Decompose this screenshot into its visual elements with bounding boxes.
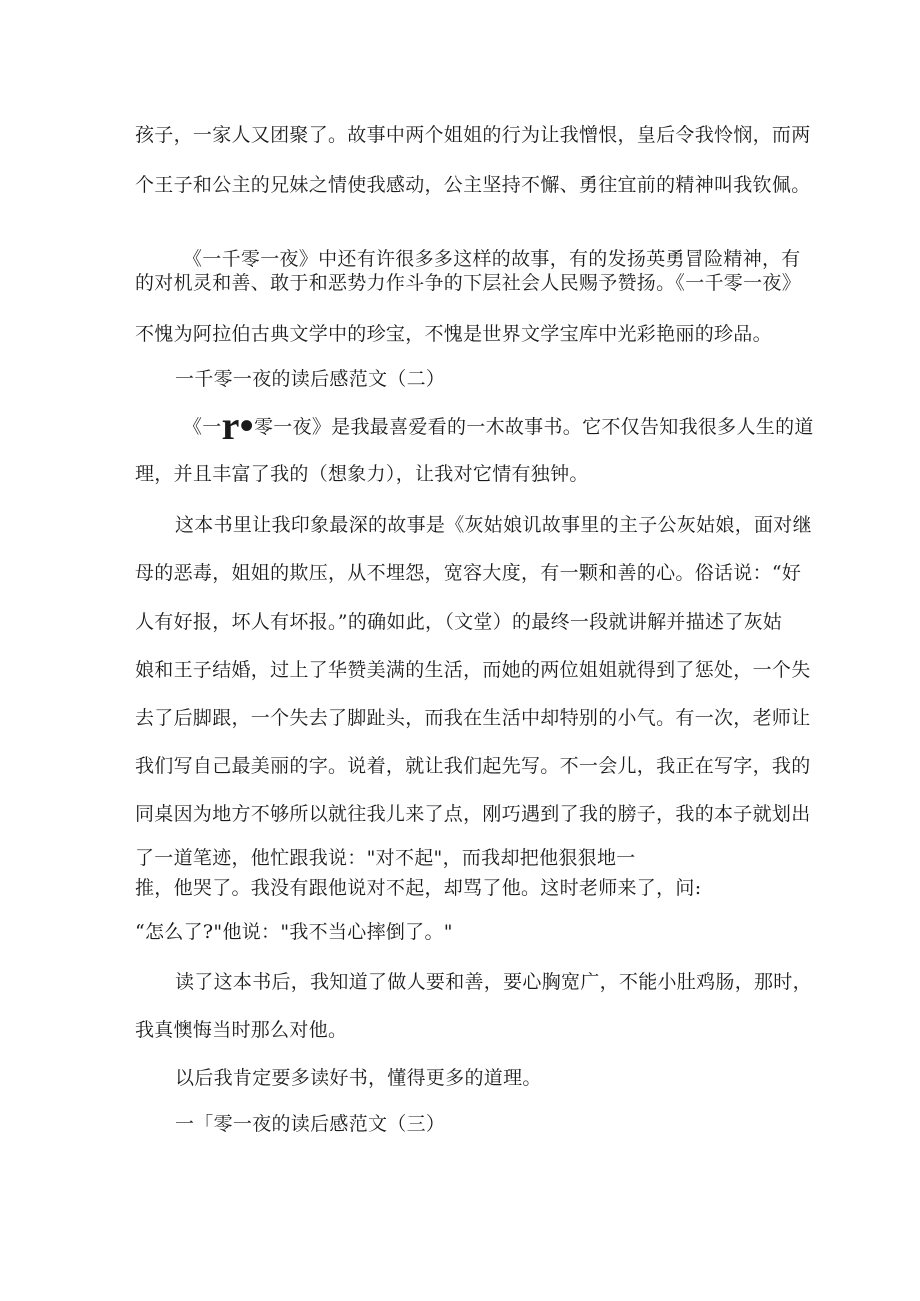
text-line: 这本书里让我印象最深的故事是《灰姑娘讥故事里的主子公灰姑娘，面对继 — [175, 514, 812, 536]
text-line — [183, 403, 814, 448]
text-line: 我真懊悔当时那么对他。 — [135, 1019, 348, 1041]
text-line: 孩子，一家人又团聚了。故事中两个姐姐的行为让我憎恨，皇后令我怜悯，而两 — [135, 124, 811, 146]
text-fragment: 零一夜》是我最喜爱看的一木故事书。它不仅告知我很多人生的道 — [253, 416, 814, 438]
text-fragment: 《一 — [183, 416, 222, 438]
text-line: 母的恶毒，姐姐的欺压，从不埋怨，宽容大度，有一颗和善的心。俗话说：“好 — [135, 562, 802, 584]
section-heading: 一「零一夜的读后感范文（三） — [175, 1113, 446, 1135]
text-line: 我们写自己最美丽的字。说着，就让我们起先写。不一会儿，我正在写字，我的 — [135, 755, 811, 777]
text-line: “怎么了?"他说："我不当心摔倒了。" — [135, 921, 453, 943]
misprint-glyph: r• — [221, 403, 254, 448]
text-line: 去了后脚跟，一个失去了脚趾头，而我在生活中却特别的小气。有一次，老师让 — [135, 707, 811, 729]
text-line: 同桌因为地方不够所以就往我儿来了点，刚巧遇到了我的膀子，我的本子就划出 — [135, 803, 811, 825]
text-line: 以后我肯定要多读好书，懂得更多的道理。 — [175, 1067, 542, 1089]
section-heading: 一千零一夜的读后感范文（二） — [175, 368, 446, 390]
text-line: 读了这本书后，我知道了做人要和善，要心胸宽广，不能小肚鸡肠，那时， — [175, 971, 812, 993]
text-line: 《一千零一夜》中还有许很多多这样的故事，有的发扬英勇冒险精神，有 — [183, 248, 801, 270]
text-line: 的对机灵和善、敢于和恶势力作斗争的下层社会人民赐予赞扬。《一千零一夜》 — [135, 272, 802, 294]
text-line: 娘和王子结婚，过上了华赞美满的生活，而她的两位姐姐就得到了惩处，一个失 — [135, 659, 811, 681]
text-line: 了一道笔迹，他忙跟我说："对不起"，而我却把他狠狠地一 — [135, 847, 636, 869]
text-line: 推，他哭了。我没有跟他说对不起，却骂了他。这时老师来了，问: — [135, 877, 702, 899]
text-line: 个王子和公主的兄妹之情使我感动，公主坚持不懈、勇往宜前的精神叫我钦佩。 — [135, 174, 811, 196]
text-line: 理，并且丰富了我的（想象力），让我对它情有独钟。 — [135, 463, 589, 485]
text-line: 不愧为阿拉伯古典文学中的珍宝，不愧是世界文学宝库中光彩艳丽的珍品。 — [135, 323, 772, 345]
text-line: 人有好报，坏人有坏报。”的确如此，（文堂）的最终一段就讲解并描述了灰姑 — [135, 611, 783, 633]
